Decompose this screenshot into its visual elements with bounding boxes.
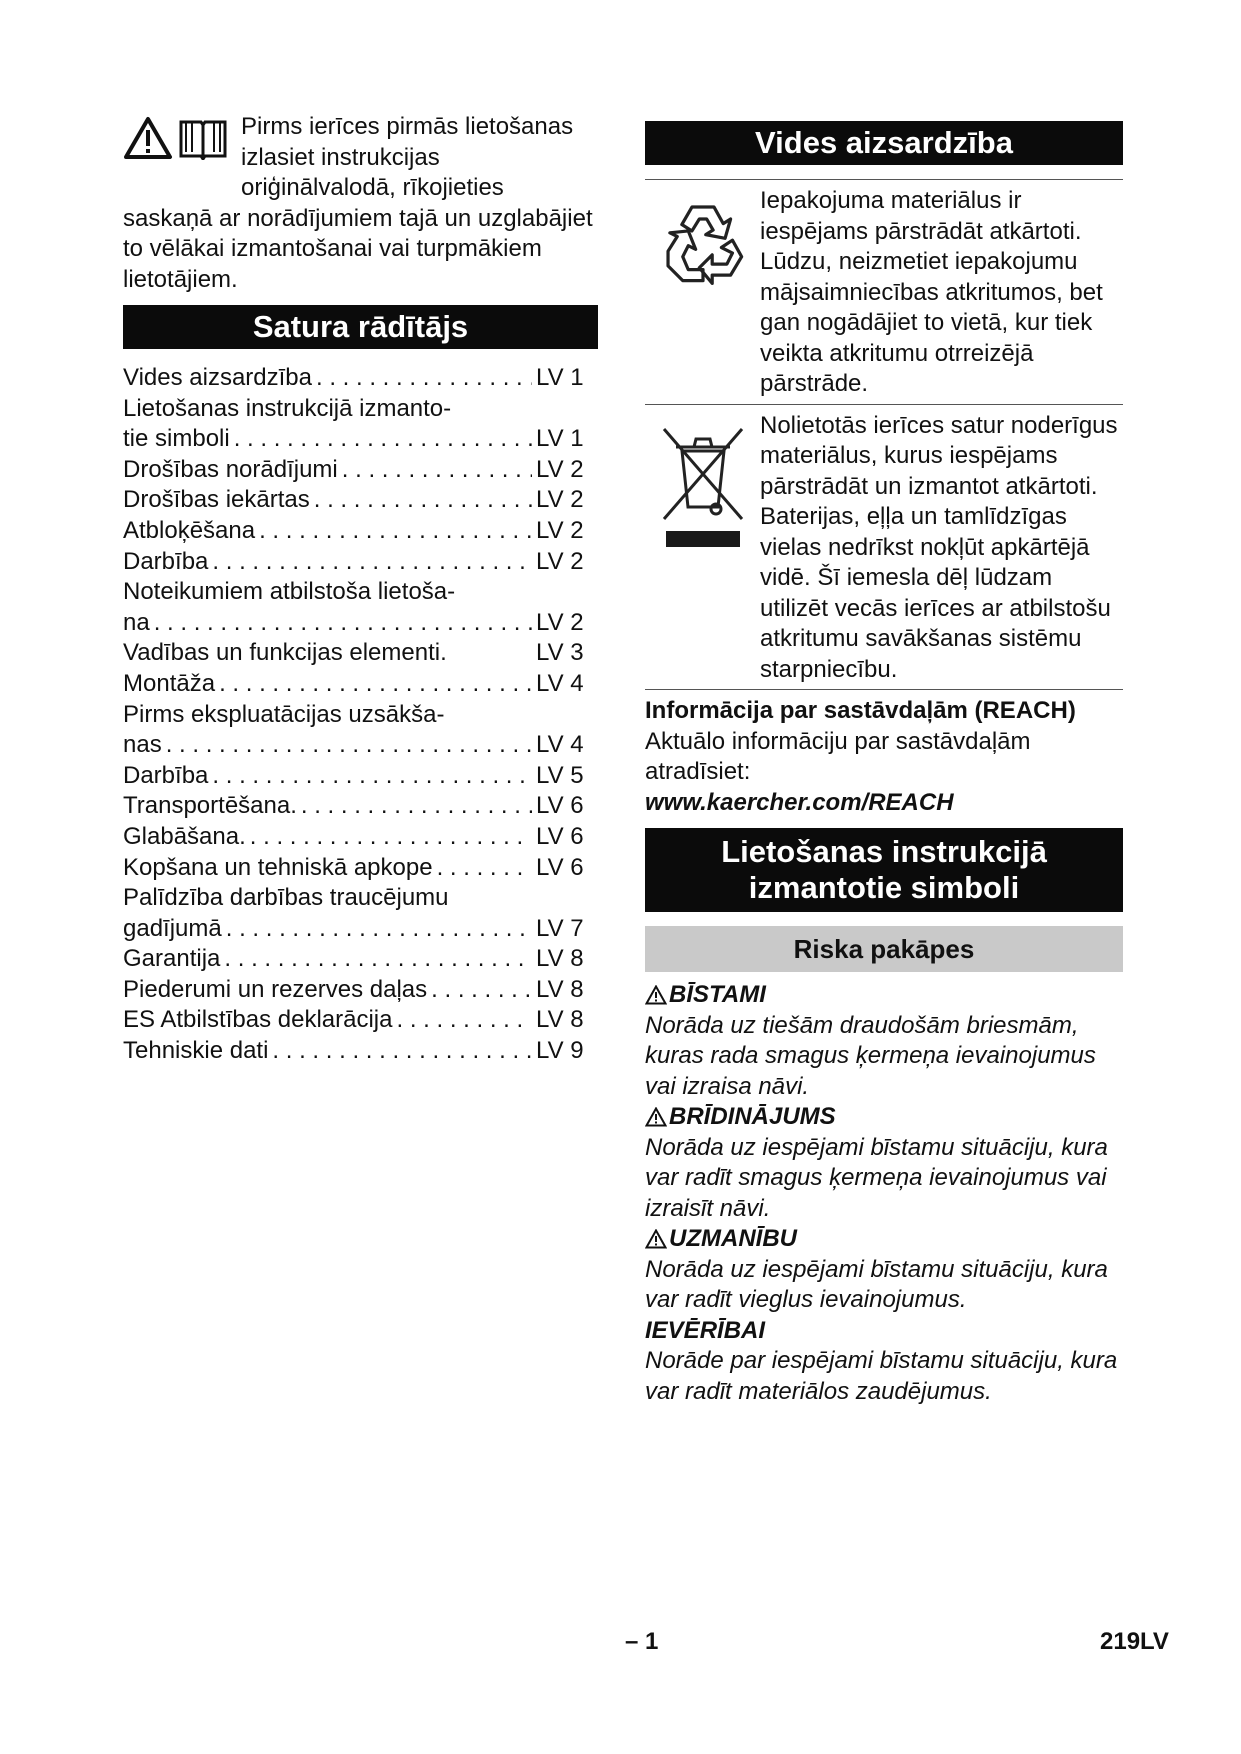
intro-text: Pirms ierīces pirmās lietošanas izlasiet instrukcijas oriģinālvalodā, rīkojieties saskaņā ar norādījumiem tajā un uzglabājiet to vēlākai izmantošanai vai turpmākiem lietotājiem. xyxy=(123,113,593,293)
warning-triangle-icon xyxy=(645,985,667,1005)
warning-triangle-icon xyxy=(123,116,173,160)
env-icon-cell xyxy=(645,186,760,400)
risk-level-text: Norāda uz tiešām draudošām briesmām, kuras rada smagus ķermeņa ievainojumus vai izraisa nāvi. xyxy=(645,1011,1096,1100)
risk-level-text: Norāda uz iespējami bīstamu situāciju, kura var radīt vieglus ievainojumus. xyxy=(645,1255,1108,1313)
toc-item[interactable]: Transportēšana. . . . LV 6 xyxy=(123,791,598,822)
env-icon-cell xyxy=(645,411,760,686)
risk-levels-title: Riska pakāpes xyxy=(645,926,1123,972)
toc-item[interactable]: Vadības un funkcijas elementi. LV 3 xyxy=(123,639,584,667)
right-column xyxy=(645,112,1123,1407)
toc-item[interactable]: na . . . LV 2 xyxy=(123,608,598,639)
risk-level-heading xyxy=(645,1224,1123,1255)
toc-item[interactable]: Darbība . . . LV 2 xyxy=(123,547,598,578)
risk-level-name: UZMANĪBU xyxy=(669,1225,797,1252)
risk-level-heading xyxy=(645,980,1123,1011)
reach-link[interactable]: www.kaercher.com/REACH xyxy=(645,788,954,816)
symbols-title-line1: Lietošanas instrukcijā xyxy=(721,834,1047,869)
risk-level-text: Norāde par iespējami bīstamu situāciju, kura var radīt materiālos zaudējumus. xyxy=(645,1347,1118,1405)
toc-item[interactable]: Drošības iekārtas . . . LV 2 xyxy=(123,485,598,516)
crossed-bin-icon xyxy=(658,421,748,551)
toc-item[interactable]: Piederumi un rezerves daļas . . . LV 8 xyxy=(123,975,598,1006)
intro-icons xyxy=(123,116,233,174)
environment-title: Vides aizsardzība xyxy=(645,121,1123,165)
toc-item[interactable]: Glabāšana. . . . LV 6 xyxy=(123,822,598,853)
toc-item[interactable]: Garantija . . . LV 8 xyxy=(123,944,598,975)
section-divider xyxy=(645,689,1123,690)
risk-level-heading xyxy=(645,1316,1123,1347)
disposal-notice xyxy=(645,404,1123,690)
page-code: 219LV xyxy=(1100,1628,1169,1655)
toc-item[interactable]: Atbloķēšana . . . LV 2 xyxy=(123,516,598,547)
risk-level-heading xyxy=(645,1102,1123,1133)
risk-level-text: Norāda uz iespējami bīstamu situāciju, kura var radīt smagus ķermeņa ievainojumus vai izraisīt nāvi. xyxy=(645,1133,1108,1222)
manual-book-icon xyxy=(177,116,229,160)
symbols-title-line2: izmantotie simboli xyxy=(748,870,1020,905)
risk-level-name: BĪSTAMI xyxy=(669,981,766,1008)
reach-text: Aktuālo informāciju par sastāvdaļām atradīsiet: xyxy=(645,727,1031,785)
intro-notice xyxy=(123,112,598,295)
toc-item[interactable]: Tehniskie dati . . . LV 9 xyxy=(123,1036,598,1067)
toc-item-line: Palīdzība darbības traucējumu xyxy=(123,884,449,912)
packaging-notice xyxy=(645,179,1123,404)
left-column xyxy=(123,112,598,1067)
recycle-icon xyxy=(657,196,749,288)
toc-item[interactable]: ES Atbilstības deklarācija . . . LV 8 xyxy=(123,1005,598,1036)
risk-level-name: IEVĒRĪBAI xyxy=(645,1316,766,1344)
packaging-text: Iepakojuma materiālus ir iespējams pārstrādāt atkārtoti. Lūdzu, neizmetiet iepakojumu mājsaimniecības atkritumos, bet gan nogādājiet to vietā, kur tiek veikta atkritumu otrreizējā pārstrāde. xyxy=(760,187,1103,397)
warning-triangle-icon xyxy=(645,1229,667,1249)
table-of-contents xyxy=(123,363,598,1067)
risk-levels xyxy=(645,980,1123,1407)
symbols-title xyxy=(645,828,1123,912)
toc-item[interactable]: tie simboli . . . LV 1 xyxy=(123,424,598,455)
reach-heading: Informācija par sastāvdaļām (REACH) xyxy=(645,697,1076,724)
toc-item-line: Noteikumiem atbilstoša lietoša- xyxy=(123,578,456,606)
toc-item[interactable]: gadījumā . . . LV 7 xyxy=(123,914,598,945)
toc-item-line: Pirms ekspluatācijas uzsākša- xyxy=(123,700,445,728)
reach-info xyxy=(645,696,1123,818)
toc-item-line: Lietošanas instrukcijā izmanto- xyxy=(123,394,452,422)
warning-triangle-icon xyxy=(645,1107,667,1127)
toc-item[interactable]: Darbība . . . LV 5 xyxy=(123,761,598,792)
disposal-text: Nolietotās ierīces satur noderīgus materiālus, kurus iespējams pārstrādāt un izmantot atkārtoti. Baterijas, eļļa un tamlīdzīgas vielas nedrīkst nokļūt apkārtējā vidē. Šī iemesla dēļ lūdzam utilizēt vecās ierīces ar atbilstošu atkritumu savākšanas sistēmu starpniecību. xyxy=(760,411,1118,683)
toc-item[interactable]: Vides aizsardzība . . . LV 1 xyxy=(123,363,598,394)
toc-item[interactable]: nas . . . LV 4 xyxy=(123,730,598,761)
toc-title: Satura rādītājs xyxy=(123,305,598,349)
toc-item[interactable]: Montāža . . . LV 4 xyxy=(123,669,598,700)
page-number: – 1 xyxy=(625,1628,659,1655)
toc-item[interactable]: Kopšana un tehniskā apkope . . . LV 6 xyxy=(123,853,598,884)
toc-item[interactable]: Drošības norādījumi . . . LV 2 xyxy=(123,455,598,486)
risk-level-name: BRĪDINĀJUMS xyxy=(669,1103,836,1130)
